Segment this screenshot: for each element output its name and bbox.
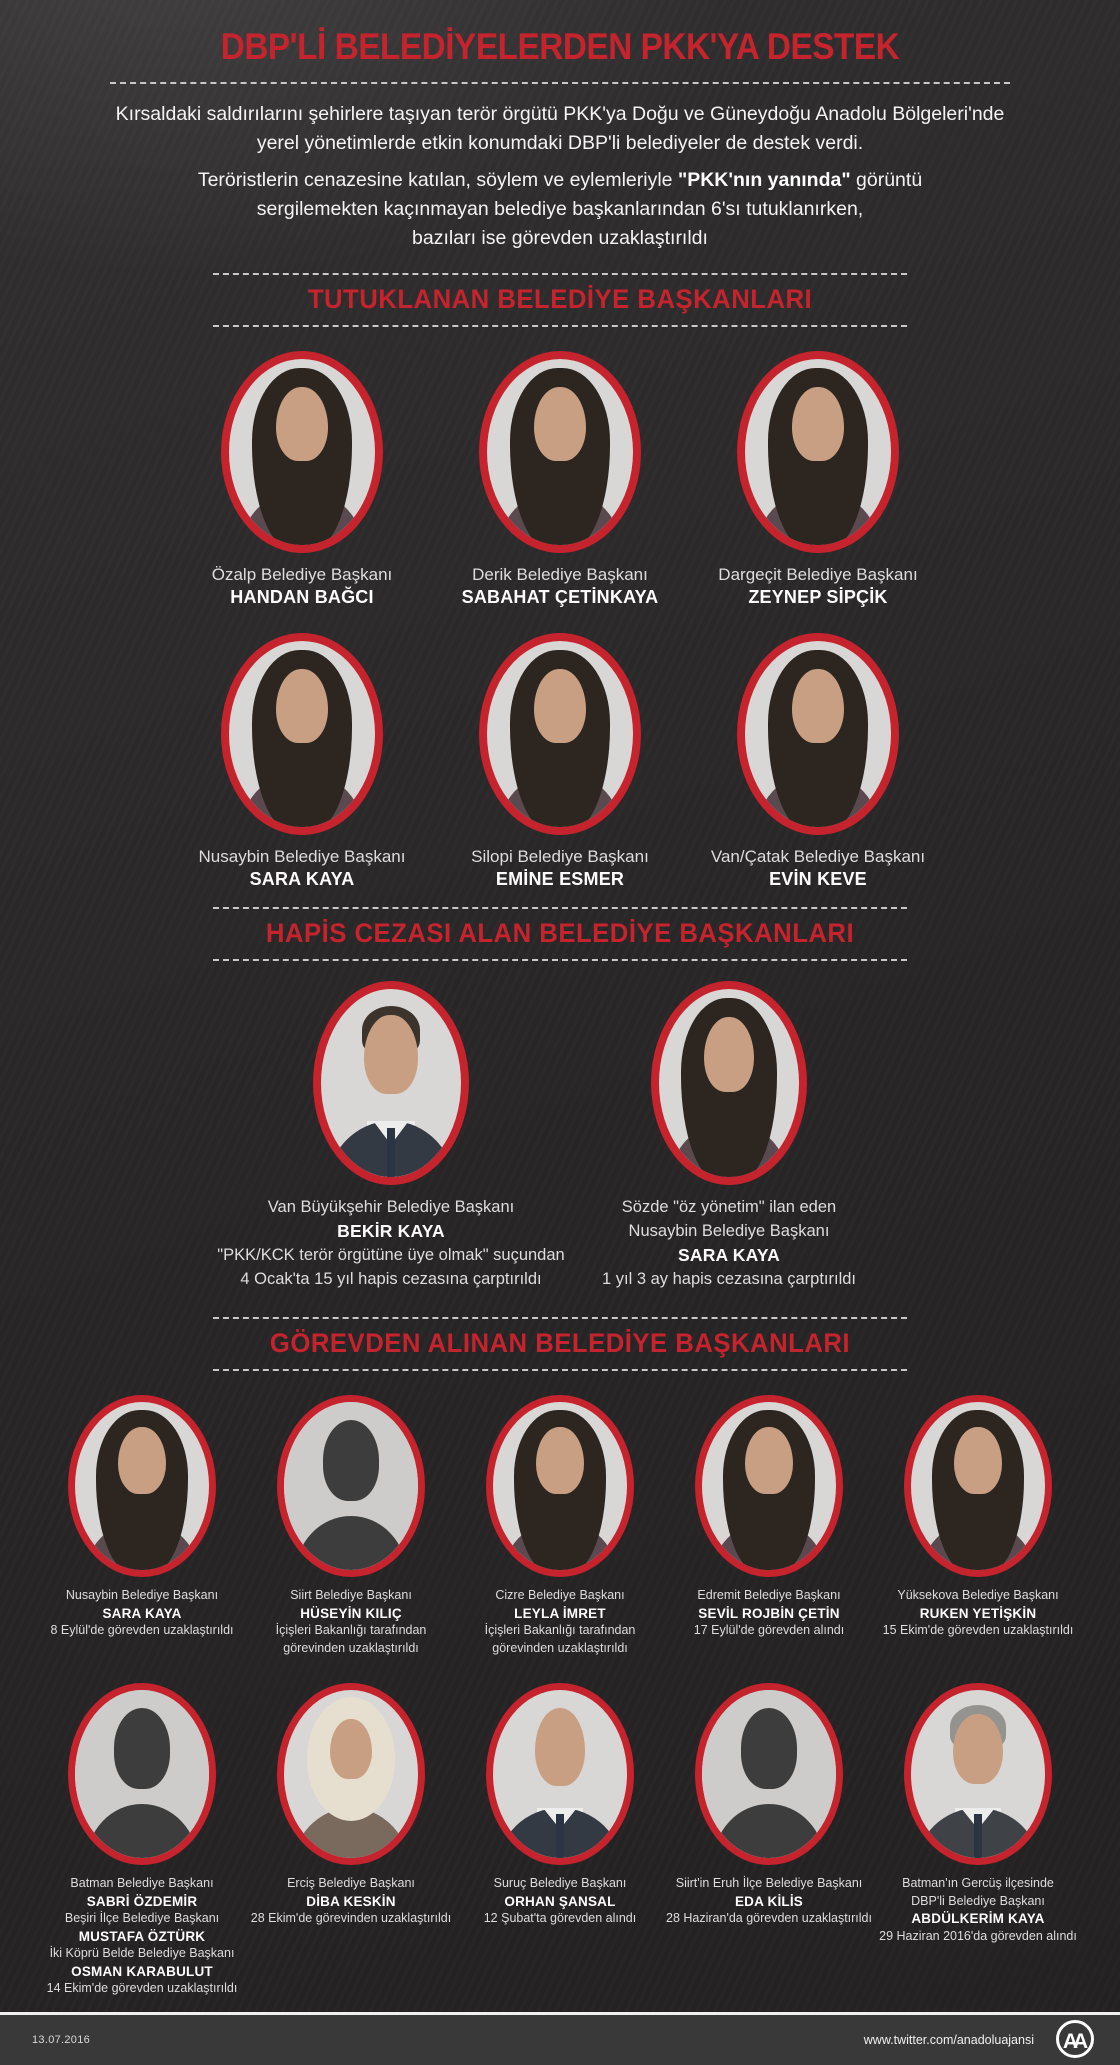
caption-line: İki Köprü Belde Belediye Başkanı — [49, 1946, 235, 1960]
portrait-oval — [68, 1395, 216, 1577]
person-portrait-female — [911, 1402, 1045, 1570]
intro-line: bazıları ise görevden uzaklaştırıldı — [412, 227, 708, 249]
portrait-row — [0, 633, 1120, 891]
portrait-oval — [277, 1395, 425, 1577]
caption-line: Edremit Belediye Başkanı — [697, 1588, 841, 1602]
intro-line: Kırsaldaki saldırılarını şehirlere taşıyan terör örgütü PKK'ya Doğu ve Güneydoğu Anadolu Bölgeleri'nde — [115, 103, 1005, 125]
dashed-divider — [110, 82, 1010, 84]
caption-line: Van/Çatak Belediye Başkanı — [710, 847, 926, 866]
caption-line: 17 Eylül'de görevden alındı — [693, 1623, 845, 1637]
person-name: BEKİR KAYA — [337, 1221, 445, 1241]
portrait-card — [217, 981, 565, 1291]
portrait-caption — [666, 1875, 872, 1928]
person-portrait-female — [487, 359, 633, 545]
portrait-oval — [695, 1395, 843, 1577]
caption-line: Cizre Belediye Başkanı — [495, 1588, 625, 1602]
sections — [0, 273, 1120, 1998]
person-name: OSMAN KARABULUT — [71, 1963, 213, 1979]
portrait-caption — [47, 1875, 238, 1998]
section-title: TUTUKLANAN BELEDİYE BAŞKANLARI — [307, 284, 813, 314]
portrait-caption — [718, 563, 917, 609]
intro-line — [0, 166, 1120, 195]
intro-bold-segment: "PKK'nın yanında" — [677, 169, 851, 191]
portrait-oval — [737, 633, 899, 835]
caption-line: 12 Şubat'ta görevden alındı — [483, 1911, 637, 1925]
caption-line: 4 Ocak'ta 15 yıl hapis cezasına çarptırıldı — [240, 1270, 542, 1288]
person-name: SABRİ ÖZDEMİR — [86, 1893, 198, 1909]
portrait-card — [38, 1683, 247, 1998]
portrait-card — [173, 633, 431, 891]
person-name: ZEYNEP SİPÇİK — [748, 587, 888, 607]
section-header — [213, 273, 907, 327]
person-name: SABAHAT ÇETİNKAYA — [461, 587, 659, 607]
portrait-card — [689, 633, 947, 891]
avatar-torso — [86, 1804, 199, 1858]
avatar-face — [118, 1427, 166, 1494]
portrait-caption — [484, 1875, 637, 1928]
intro-segment: görüntü — [850, 169, 923, 191]
avatar-face — [276, 387, 329, 461]
portrait-caption — [212, 563, 393, 609]
caption-line: İçişleri Bakanlığı tarafından — [484, 1623, 636, 1637]
person-portrait-male — [321, 989, 461, 1177]
person-name: EMİNE ESMER — [495, 869, 625, 889]
caption-line: Yüksekova Belediye Başkanı — [897, 1588, 1059, 1602]
avatar-face — [792, 669, 845, 743]
caption-line: Suruç Belediye Başkanı — [493, 1876, 627, 1890]
portrait-card — [38, 1395, 247, 1640]
avatar-tie — [556, 1814, 564, 1858]
portrait-caption — [50, 1587, 233, 1640]
portrait-oval — [651, 981, 807, 1185]
dashed-divider — [213, 1369, 907, 1371]
caption-line: Nusaybin Belediye Başkanı — [65, 1588, 219, 1602]
caption-line: Siirt Belediye Başkanı — [290, 1588, 412, 1602]
person-name: LEYLA İMRET — [514, 1605, 606, 1621]
avatar-face — [276, 669, 329, 743]
section-header — [213, 907, 907, 961]
intro-line: yerel yönetimlerde etkin konumdaki DBP'li belediyeler de destek verdi. — [256, 132, 864, 154]
person-portrait-female — [75, 1402, 209, 1570]
portrait-oval — [221, 351, 383, 553]
person-name: SARA KAYA — [102, 1605, 182, 1621]
avatar-face — [792, 387, 845, 461]
intro-text — [0, 100, 1120, 253]
caption-line: Nusaybin Belediye Başkanı — [198, 847, 406, 866]
caption-line: görevinden uzaklaştırıldı — [283, 1640, 419, 1655]
person-name: EDA KİLİS — [734, 1893, 804, 1909]
caption-line: 28 Ekim'de görevinden uzaklaştırıldı — [250, 1911, 452, 1925]
person-portrait-female — [229, 359, 375, 545]
portrait-caption — [462, 563, 659, 609]
caption-line: Sözde "öz yönetim" ilan eden — [621, 1198, 837, 1216]
dashed-divider — [213, 325, 907, 327]
caption-line: Siirt'in Eruh İlçe Belediye Başkanı — [675, 1876, 863, 1890]
portrait-card — [689, 351, 947, 609]
caption-line: 14 Ekim'de görevden uzaklaştırıldı — [46, 1981, 238, 1995]
avatar-face — [534, 669, 587, 743]
portrait-row — [0, 1395, 1120, 1657]
person-portrait-female — [487, 641, 633, 827]
avatar-face — [745, 1427, 793, 1494]
portrait-card — [173, 351, 431, 609]
avatar-face — [534, 387, 587, 461]
caption-line: Özalp Belediye Başkanı — [211, 565, 393, 584]
avatar-tie — [387, 1128, 395, 1177]
person-name: DİBA KESKİN — [306, 1893, 396, 1909]
portrait-caption — [276, 1587, 427, 1657]
portrait-oval — [695, 1683, 843, 1865]
portrait-card — [456, 1683, 665, 1928]
portrait-card — [874, 1395, 1083, 1640]
avatar-face — [536, 1427, 584, 1494]
portrait-card — [665, 1395, 874, 1640]
person-portrait-female — [229, 641, 375, 827]
portrait-caption — [199, 845, 406, 891]
portrait-caption — [883, 1587, 1074, 1640]
avatar-face — [954, 1427, 1002, 1494]
portrait-oval — [313, 981, 469, 1185]
person-portrait-male-gray — [911, 1690, 1045, 1858]
caption-line: Beşiri İlçe Belediye Başkanı — [64, 1911, 220, 1925]
portrait-card — [560, 981, 898, 1291]
person-portrait-female — [745, 359, 891, 545]
portrait-row — [0, 351, 1120, 609]
portrait-card — [665, 1683, 874, 1928]
person-portrait-female — [702, 1402, 836, 1570]
person-portrait-silhouette — [702, 1690, 836, 1858]
person-portrait-female — [493, 1402, 627, 1570]
portrait-oval — [479, 351, 641, 553]
avatar-face — [704, 1017, 754, 1092]
caption-line: Nusaybin Belediye Başkanı — [628, 1222, 830, 1240]
portrait-card — [431, 633, 689, 891]
avatar-face — [535, 1708, 586, 1785]
avatar-face — [323, 1420, 379, 1501]
intro-paragraph-1 — [0, 100, 1120, 158]
portrait-caption — [471, 845, 649, 891]
caption-line: Batman'ın Gercüş ilçesinde — [902, 1876, 1054, 1890]
person-name: ORHAN ŞANSAL — [504, 1893, 616, 1909]
person-name: SARA KAYA — [249, 869, 355, 889]
person-portrait-silhouette — [75, 1690, 209, 1858]
person-name: RUKEN YETİŞKİN — [919, 1605, 1037, 1621]
portrait-oval — [737, 351, 899, 553]
avatar-torso — [295, 1516, 408, 1570]
person-name: SEVİL ROJBİN ÇETİN — [698, 1605, 840, 1621]
person-name: EVİN KEVE — [769, 869, 867, 889]
aa-logo-text: AA — [1062, 2030, 1084, 2053]
section-header — [213, 1317, 907, 1371]
person-portrait-silhouette — [284, 1402, 418, 1570]
portrait-oval — [904, 1395, 1052, 1577]
caption-line: Dargeçit Belediye Başkanı — [718, 565, 918, 584]
portrait-oval — [904, 1683, 1052, 1865]
portrait-oval — [68, 1683, 216, 1865]
portrait-oval — [486, 1395, 634, 1577]
person-portrait-headscarf — [284, 1690, 418, 1858]
section — [0, 273, 1120, 891]
intro-segment: Teröristlerin cenazesine katılan, söylem ve eylemleriyle — [197, 169, 678, 191]
avatar-torso — [713, 1804, 826, 1858]
caption-line: 29 Haziran 2016'da görevden alındı — [879, 1928, 1077, 1943]
caption-line: Van Büyükşehir Belediye Başkanı — [267, 1198, 515, 1216]
person-name: ABDÜLKERİM KAYA — [911, 1911, 1045, 1926]
person-portrait-male-bald — [493, 1690, 627, 1858]
avatar-face — [364, 1015, 417, 1094]
caption-line: 1 yıl 3 ay hapis cezasına çarptırıldı — [601, 1270, 857, 1288]
section-title: HAPİS CEZASI ALAN BELEDİYE BAŞKANLARI — [265, 918, 855, 948]
avatar-face — [741, 1708, 797, 1789]
portrait-oval — [486, 1683, 634, 1865]
caption-line: Silopi Belediye Başkanı — [471, 847, 649, 866]
portrait-card — [456, 1395, 665, 1657]
caption-line: 15 Ekim'de görevden uzaklaştırıldı — [882, 1623, 1074, 1637]
portrait-caption — [879, 1875, 1077, 1945]
portrait-oval — [221, 633, 383, 835]
portrait-caption — [694, 1587, 844, 1640]
intro-paragraph-2 — [0, 166, 1120, 253]
caption-line: Batman Belediye Başkanı — [70, 1876, 214, 1890]
portrait-row — [0, 981, 1120, 1291]
caption-line: 28 Haziran'da görevden uzaklaştırıldı — [666, 1911, 872, 1925]
caption-line: Derik Belediye Başkanı — [472, 565, 648, 584]
portrait-row — [0, 1683, 1120, 1998]
portrait-oval — [479, 633, 641, 835]
person-name: MUSTAFA ÖZTÜRK — [78, 1928, 206, 1944]
dashed-divider — [213, 959, 907, 961]
portrait-card — [874, 1683, 1083, 1945]
portrait-caption — [485, 1587, 636, 1657]
footer-twitter-url: www.twitter.com/anadoluajansi — [863, 2033, 1034, 2047]
caption-line: Erciş Belediye Başkanı — [287, 1876, 415, 1890]
caption-line: İçişleri Bakanlığı tarafından — [275, 1623, 427, 1637]
page-title: DBP'Lİ BELEDİYELERDEN PKK'YA DESTEK — [220, 26, 900, 67]
footer-bar — [0, 2012, 1120, 2065]
person-name: SARA KAYA — [678, 1245, 780, 1265]
portrait-card — [247, 1683, 456, 1928]
intro-line: sergilemekten kaçınmayan belediye başkanlarından 6'sı tutuklanırken, — [256, 198, 864, 220]
person-portrait-female — [745, 641, 891, 827]
caption-line: 8 Eylül'de görevden uzaklaştırıldı — [50, 1623, 234, 1637]
portrait-card — [431, 351, 689, 609]
portrait-card — [247, 1395, 456, 1657]
section-title: GÖREVDEN ALINAN BELEDİYE BAŞKANLARI — [269, 1328, 851, 1358]
person-name: HANDAN BAĞCI — [230, 587, 374, 607]
caption-line: görevinden uzaklaştırıldı — [492, 1640, 628, 1655]
section — [0, 907, 1120, 1291]
footer-date: 13.07.2016 — [32, 2034, 91, 2046]
portrait-caption — [711, 845, 925, 891]
person-name: HÜSEYİN KILIÇ — [300, 1605, 402, 1621]
section — [0, 1317, 1120, 1998]
anadolu-agency-logo-icon — [1056, 2020, 1094, 2058]
avatar-face — [114, 1708, 170, 1789]
portrait-oval — [277, 1683, 425, 1865]
avatar-tie — [974, 1814, 982, 1858]
portrait-caption — [251, 1875, 451, 1928]
person-portrait-female — [659, 989, 799, 1177]
portrait-caption — [217, 1195, 564, 1291]
portrait-caption — [602, 1195, 856, 1291]
caption-line: DBP'li Belediye Başkanı — [911, 1893, 1045, 1908]
caption-line: "PKK/KCK terör örgütüne üye olmak" suçundan — [217, 1246, 565, 1264]
